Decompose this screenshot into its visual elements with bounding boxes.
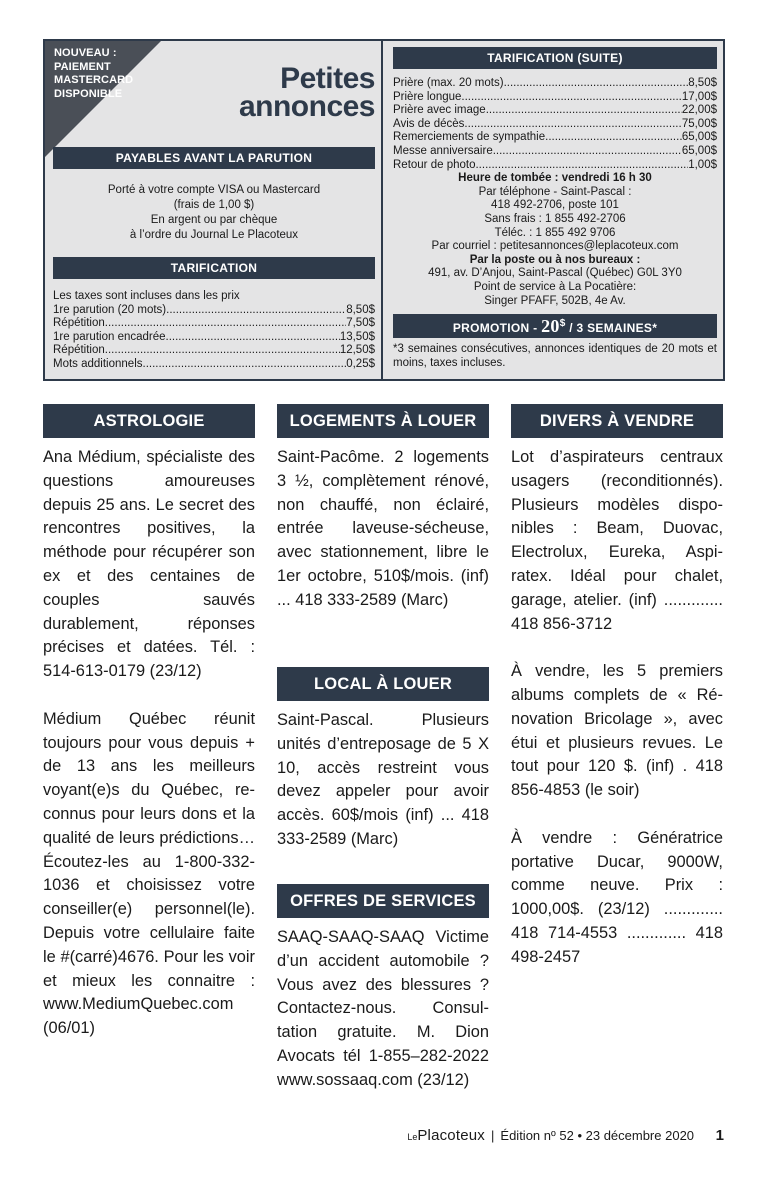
column-divider [381, 41, 383, 381]
price-line: Répétition ..... 12,50$ [53, 344, 375, 358]
price-line: Prière avec image ..... 22,00$ [393, 104, 717, 118]
edition-date: • 23 décembre 2020 [577, 1128, 695, 1143]
price-line: Prière (max. 20 mots) ..... 8,50$ [393, 77, 717, 91]
heading-logements: LOGEMENTS À LOUER [277, 404, 489, 438]
heading-divers: DIVERS À VENDRE [511, 404, 723, 438]
tarification-list [53, 289, 375, 371]
mastercard-notice: NOUVEAU : PAIEMENT MASTERCARD DISPONIBLE [54, 47, 134, 100]
mail-heading: Par la poste ou à nos bureaux : [469, 253, 641, 266]
rates-box [43, 39, 725, 381]
heading-offres: OFFRES DE SERVICES [277, 884, 489, 918]
column-divers [511, 404, 723, 970]
classified-ad: Saint-Pascal. Plusieurs unités d’entreposage de 5 X 10, accès restreint vous devez appeler pour avoir accès. 60$/mois (inf) ... 418 333-2589 (Marc) [277, 711, 489, 848]
classified-ad: À vendre, les 5 premiers albums complets de « Rénovation Bricolage », avec étui et plusieurs revues. Le tout pour 120 $. (inf) . 418 856-4853 (le soir) [511, 662, 723, 800]
classified-ad: Lot d’aspirateurs centraux usagers (reconditionnés). Plusieurs modèles disponibles : Beam, Duovac, Electrolux, Eureka, Aspiratex. Idéal pour chalet, garage, atelier. (inf) ............. 418 856-3712 [511, 448, 723, 633]
promotion-note: *3 semaines consécutives, annonces identiques de 20 mots et moins, taxes incluses. [393, 343, 717, 370]
classified-ad: Médium Québec réunit toujours pour vous depuis + de 13 ans les meilleurs voyant(e)s du Québec, reconnus pour leurs dons et la qualité de leurs prédictions…Écoutez-les au 1-800-332-1036 et choisissez votre conseiller(e) personnel(le). Depuis votre cellulaire faite le #(carré)4676. Pour les voir et mieux les connaitre : www.MediumQuebec.com (06/01) [43, 709, 255, 1038]
price-line: Prière longue ..... 17,00$ [393, 91, 717, 105]
deadline: Heure de tombée : vendredi 16 h 30 [458, 172, 652, 185]
payment-methods: Porté à votre compte VISA ou Mastercard (frais de 1,00 $) En argent ou par chèque à l’ordre du Journal Le Placoteux [107, 184, 321, 241]
contact-info: Heure de tombée : vendredi 16 h 30 Par téléphone - Saint-Pascal : 418 492-2706, poste 101 Sans frais : 1 855 492-2706 Téléc. : 1 855 492 9706 Par courriel : petitesannonces@leplacoteux.com Par la poste ou à nos bureaux : 491, av. D’Anjou, Saint-Pascal (Québec) G0L 3Y0 Point de service à La Pocatière: Singer PFAFF, 502B, 4e Av. [393, 172, 717, 308]
promotion-banner: PROMOTION - 20$ / 3 SEMAINES* [393, 314, 717, 338]
payables-heading: PAYABLES AVANT LA PARUTION [53, 147, 375, 169]
price-line: Répétition ..... 7,50$ [53, 317, 375, 331]
heading-astrologie: ASTROLOGIE [43, 404, 255, 438]
classified-ad: Ana Médium, spécialiste des questions amoureuses depuis 25 ans. Le secret des rencontres positives, la méthode pour récupérer son ex et des centaines de couples sauvés durablement, réponses précises et datées. Tél. : 514-613-0179 (23/12) [43, 448, 255, 681]
column-offres [277, 884, 489, 1093]
price-line: Avis de décès ..... 75,00$ [393, 118, 717, 132]
brand-name: Placoteux [417, 1127, 486, 1144]
tollfree-number: Sans frais : 1 855 492-2706 [484, 212, 626, 225]
column-local [277, 667, 489, 852]
page-number: 1 [715, 1127, 724, 1144]
price-line: Messe anniversaire ..... 65,00$ [393, 145, 717, 159]
classified-ad: Saint-Pacôme. 2 logements 3 ½, complètement rénové, non chauffé, non éclairé, entrée laveuse-sécheuse, avec stationnement, libre le 1er octobre, 510$/mois. (inf) ... 418 333-2589 (Marc) [277, 448, 489, 609]
separator: | [491, 1128, 495, 1143]
column-astrologie [43, 404, 255, 1041]
rates-suite-column [393, 47, 717, 370]
payment-column [53, 147, 375, 371]
price-line: Retour de photo ..... 1,00$ [393, 159, 717, 173]
brand-prefix: Le [407, 1132, 418, 1142]
column-logements [277, 404, 489, 613]
classified-ad: SAAQ-SAAQ-SAAQ Victime d’un accident automobile ? Vous avez des blessures ? Contactez-nous. Consultation gratuite. M. Dion Avocats tél 1-855–282-2022 www.sossaaq.com (23/12) [277, 928, 489, 1089]
section-title: Petites annonces [238, 62, 375, 123]
email-line: Par courriel : petitesannonces@leplacoteux.com [431, 240, 679, 253]
fax-number: Téléc. : 1 855 492 9706 [494, 226, 616, 239]
tarification-heading: TARIFICATION [53, 257, 375, 279]
tarification-suite-heading: TARIFICATION (SUITE) [393, 47, 717, 69]
heading-local: LOCAL À LOUER [277, 667, 489, 701]
price-line: 1re parution encadrée ..... 13,50$ [53, 331, 375, 345]
price-line: Remerciements de sympathie ..... 65,00$ [393, 131, 717, 145]
classified-ad: À vendre : Génératrice portative Ducar, 9000W, comme neuve. Prix : 1000,00$. (23/12) ............. 418 714-4553 ............. 418 498-2457 [511, 828, 723, 966]
tarification-intro: Les taxes sont incluses dans les prix [53, 290, 240, 302]
price-line: Mots additionnels ..... 0,25$ [53, 358, 375, 372]
edition-number: Édition nº 52 [500, 1128, 574, 1143]
address: 491, av. D’Anjou, Saint-Pascal (Québec) G0L 3Y0 [428, 267, 682, 280]
phone-number: 418 492-2706, poste 101 [491, 199, 619, 212]
price-line: 1re parution (20 mots) ..... 8,50$ [53, 304, 375, 318]
page-footer [407, 1127, 724, 1144]
